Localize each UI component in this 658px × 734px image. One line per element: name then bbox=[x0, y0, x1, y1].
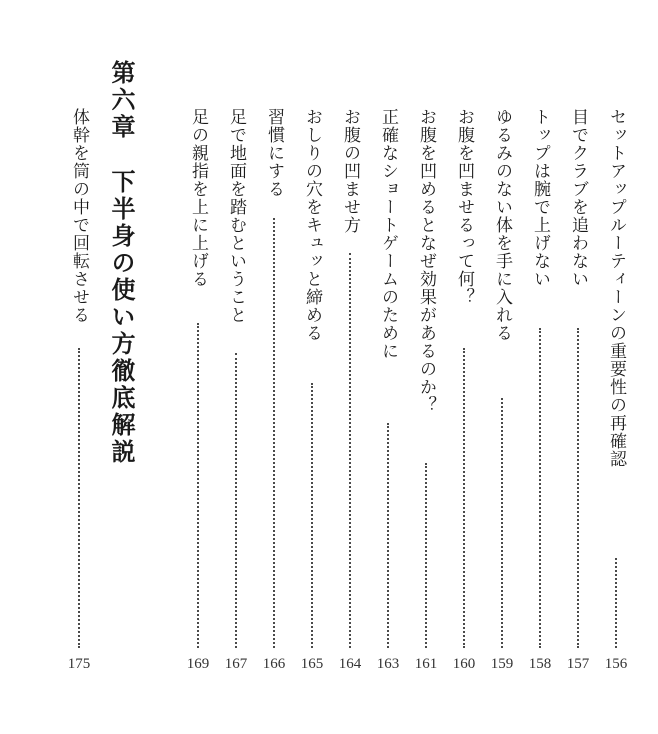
toc-entry[interactable] bbox=[375, 108, 401, 680]
toc-leader-dots bbox=[311, 383, 313, 648]
toc-entry-title: 正確なショートゲームのために bbox=[378, 108, 398, 360]
toc-entry-page: 175 bbox=[67, 656, 91, 672]
toc-leader-dots bbox=[78, 348, 80, 648]
toc-entry-title: おしりの穴をキュッと締める bbox=[302, 108, 322, 342]
toc-entry-page: 165 bbox=[300, 656, 324, 672]
toc-entry[interactable] bbox=[299, 108, 325, 680]
toc-entry-title: お腹の凹ませ方 bbox=[340, 108, 360, 234]
toc-entry-page: 156 bbox=[604, 656, 628, 672]
toc-entry-title: 体幹を筒の中で回転させる bbox=[69, 108, 89, 324]
toc-leader-dots bbox=[387, 423, 389, 648]
toc-leader-dots bbox=[577, 328, 579, 648]
toc-entry-title: トップは腕で上げない bbox=[530, 108, 550, 288]
toc-entry[interactable] bbox=[223, 108, 249, 680]
chapter-title: 下半身の使い方徹底解説 bbox=[107, 169, 136, 466]
toc-entry-page: 157 bbox=[566, 656, 590, 672]
toc-leader-dots bbox=[273, 218, 275, 648]
toc-entry[interactable] bbox=[527, 108, 553, 680]
toc-leader-dots bbox=[463, 348, 465, 648]
toc-entry[interactable] bbox=[489, 108, 515, 680]
chapter-number: 第六章 bbox=[107, 60, 136, 141]
toc-entry-page: 163 bbox=[376, 656, 400, 672]
toc-leader-dots bbox=[501, 398, 503, 648]
toc-entry[interactable] bbox=[451, 108, 477, 680]
toc-entry-title: セットアップルーティーンの重要性の再確認 bbox=[606, 108, 626, 468]
toc-entry-title: 足で地面を踏むということ bbox=[226, 108, 246, 324]
toc-entry[interactable] bbox=[66, 108, 92, 680]
toc-entry-title: ゆるみのない体を手に入れる bbox=[492, 108, 512, 342]
toc-entry[interactable] bbox=[261, 108, 287, 680]
toc-entry-page: 166 bbox=[262, 656, 286, 672]
toc-entry[interactable] bbox=[185, 108, 211, 680]
toc-entry-page: 160 bbox=[452, 656, 476, 672]
toc-entry-title: お腹を凹めるとなぜ効果があるのか？ bbox=[416, 108, 436, 414]
toc-entry-title: 目でクラブを追わない bbox=[568, 108, 588, 288]
toc-entry[interactable] bbox=[413, 108, 439, 680]
toc-leader-dots bbox=[615, 558, 617, 648]
toc-leader-dots bbox=[197, 323, 199, 648]
toc-entry-page: 161 bbox=[414, 656, 438, 672]
chapter-heading bbox=[104, 60, 138, 466]
toc-entry-title: お腹を凹ませるって何？ bbox=[454, 108, 474, 306]
toc-entry[interactable] bbox=[337, 108, 363, 680]
toc-entry[interactable] bbox=[603, 108, 629, 680]
toc-leader-dots bbox=[235, 353, 237, 648]
toc-entry-page: 158 bbox=[528, 656, 552, 672]
toc-entry-page: 167 bbox=[224, 656, 248, 672]
toc-entry-page: 159 bbox=[490, 656, 514, 672]
toc-entry[interactable] bbox=[565, 108, 591, 680]
toc-leader-dots bbox=[539, 328, 541, 648]
toc-entry-title: 習慣にする bbox=[264, 108, 284, 198]
toc-entry-page: 164 bbox=[338, 656, 362, 672]
toc-leader-dots bbox=[425, 463, 427, 648]
toc-entry-page: 169 bbox=[186, 656, 210, 672]
toc-leader-dots bbox=[349, 253, 351, 648]
toc-entry-title: 足の親指を上に上げる bbox=[188, 108, 208, 288]
